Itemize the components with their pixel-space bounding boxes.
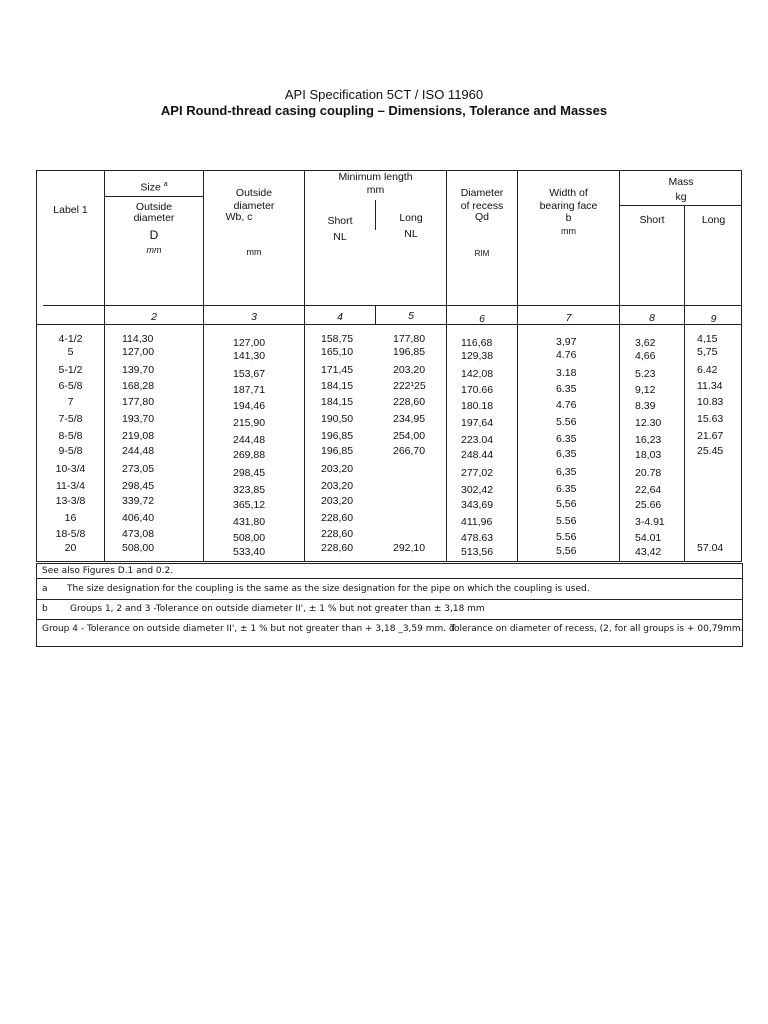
header-bearing-symbol: b	[565, 212, 572, 224]
cell-bearing: 3,97	[556, 336, 577, 348]
cell-od: 194,46	[233, 400, 266, 412]
cell-recess: 180.18	[461, 400, 494, 412]
cell-label: 10-3/4	[55, 463, 86, 475]
cell-label: 11-3/4	[56, 480, 85, 492]
cell-ml: 25.45	[697, 445, 724, 457]
cell-d: 473,08	[122, 528, 155, 540]
cell-recess: 277,02	[461, 467, 494, 479]
cell-bearing: 5.56	[556, 416, 577, 428]
header-od2: diameter	[233, 200, 275, 212]
cell-ms: 4,66	[635, 350, 656, 362]
cell-ms: 8.39	[635, 400, 656, 412]
cell-od: 298,45	[233, 467, 266, 479]
cell-short: 196,85	[321, 445, 354, 457]
cell-d: 177,80	[122, 396, 155, 408]
cell-long: 222¹25	[393, 380, 426, 392]
header-size-diameter: diameter	[133, 212, 175, 224]
cell-bearing: 5.56	[556, 531, 577, 543]
header-short-symbol: NL	[333, 231, 347, 243]
note-d: Tolerance on diameter of recess, (2, for all groups is + 00,79mm.	[450, 624, 744, 634]
cell-recess: 478.63	[461, 532, 494, 544]
cell-ml: 21.67	[697, 430, 724, 442]
col-divider	[684, 206, 685, 562]
cell-ms: 5.23	[635, 368, 656, 380]
cell-d: 127,00	[122, 346, 155, 358]
header-size-outside: Outside	[135, 201, 173, 213]
cell-bearing: 4.76	[556, 349, 577, 361]
cell-bearing: 6.35	[556, 383, 577, 395]
cell-ms: 3-4.91	[635, 516, 665, 528]
header-size-unit: mm	[146, 245, 162, 255]
cell-short: 190,50	[321, 413, 354, 425]
cell-ms: 20.78	[635, 467, 662, 479]
cell-ms: 54.01	[635, 532, 662, 544]
row-divider	[37, 324, 742, 325]
header-long: Long	[399, 212, 423, 224]
column-number: 3	[251, 311, 257, 323]
row-divider	[43, 305, 742, 306]
cell-od: 323,85	[233, 484, 266, 496]
cell-ms: 25.66	[635, 499, 662, 511]
header-od-symbol: Wb, c	[225, 211, 253, 223]
cell-d: 298,45	[122, 480, 155, 492]
cell-recess: 223.04	[461, 434, 494, 446]
column-number: 9	[710, 313, 717, 325]
cell-bearing: 4.76	[556, 399, 577, 411]
cell-bearing: 6.35	[556, 483, 577, 495]
column-number: 5	[408, 310, 414, 322]
cell-short: 228,60	[321, 542, 354, 554]
header-od: Outside	[235, 187, 273, 199]
cell-label: 20	[64, 542, 77, 554]
cell-od: 533,40	[233, 546, 266, 558]
cell-bearing: 5,56	[556, 545, 577, 557]
cell-short: 158,75	[321, 333, 354, 345]
cell-recess: 248.44	[461, 449, 494, 461]
col-divider	[203, 171, 204, 562]
note-group4: Group 4 - Tolerance on outside diameter II', ± 1 % but not greater than + 3,18 _3,59 mm. d	[42, 624, 455, 634]
note-a-mark: a	[42, 584, 48, 594]
cell-label: 7	[67, 396, 74, 408]
header-recess-symbol: Qd	[474, 211, 489, 223]
header-minimum-length: Minimum length	[338, 171, 413, 183]
cell-short: 203,20	[321, 480, 354, 492]
cell-recess: 302,42	[461, 484, 494, 496]
cell-ms: 43,42	[635, 546, 662, 558]
cell-ml: 15.63	[697, 413, 724, 425]
cell-label: 18-5/8	[55, 528, 86, 540]
cell-od: 431,80	[233, 516, 266, 528]
cell-ml: 4,15	[697, 333, 718, 345]
cell-ms: 18,03	[635, 449, 662, 461]
column-number: 8	[649, 312, 655, 324]
col-divider	[619, 171, 620, 562]
note-see-also: See also Figures D.1 and 0.2.	[42, 566, 174, 576]
cell-ml: 10.83	[697, 396, 724, 408]
header-mass-unit: kg	[675, 191, 687, 203]
row-divider	[105, 196, 203, 197]
cell-recess: 513,56	[461, 546, 494, 558]
header-mass-long: Long	[701, 214, 726, 226]
cell-d: 193,70	[122, 413, 155, 425]
cell-short: 228,60	[321, 512, 354, 524]
note-b: Groups 1, 2 and 3 -Tolerance on outside diameter II', ± 1 % but not greater than ± 3,18 mm	[70, 604, 485, 614]
cell-bearing: 3.18	[556, 367, 577, 379]
header-od-unit: mm	[246, 247, 262, 257]
cell-bearing: 5,56	[556, 498, 577, 510]
cell-long: 196,85	[393, 346, 426, 358]
cell-label: 5-1/2	[58, 364, 83, 376]
header-mass: Mass	[668, 176, 694, 188]
cell-bearing: 6,35	[556, 466, 577, 478]
cell-od: 365,12	[233, 499, 266, 511]
cell-d: 139,70	[122, 364, 155, 376]
cell-label: 9-5/8	[58, 445, 83, 457]
column-number: 7	[565, 312, 572, 324]
cell-short: 171,45	[321, 364, 354, 376]
cell-d: 244,48	[122, 445, 155, 457]
header-mass-short: Short	[639, 214, 665, 226]
header-bearing2: bearing face	[539, 200, 598, 212]
cell-short: 184,15	[321, 396, 354, 408]
cell-bearing: 6,35	[556, 448, 577, 460]
note-divider	[37, 619, 742, 620]
header-bearing-unit: mm	[561, 226, 576, 236]
cell-label: 4-1/2	[58, 333, 83, 345]
note-divider	[37, 578, 742, 579]
cell-d: 219,08	[122, 430, 155, 442]
cell-ms: 3,62	[635, 337, 656, 349]
cell-recess: 411,96	[461, 516, 493, 528]
cell-short: 165,10	[321, 346, 354, 358]
cell-ms: 12.30	[635, 417, 662, 429]
cell-d: 114,30	[122, 333, 154, 345]
cell-od: 141,30	[233, 350, 266, 362]
cell-od: 187,71	[233, 384, 266, 396]
cell-d: 273,05	[122, 463, 155, 475]
note-b-mark: b	[42, 604, 48, 614]
column-number: 6	[479, 313, 485, 325]
cell-od: 215,90	[233, 417, 266, 429]
header-minimum-length-unit: mm	[366, 184, 385, 196]
cell-d: 168,28	[122, 380, 155, 392]
cell-od: 244,48	[233, 434, 266, 446]
col-divider	[304, 171, 305, 562]
cell-long: 292,10	[393, 542, 426, 554]
header-bearing: Width of	[549, 187, 588, 199]
cell-long: 203,20	[393, 364, 426, 376]
cell-recess: 142,08	[461, 368, 494, 380]
cell-ml: 57.04	[697, 542, 724, 554]
cell-recess: 129,38	[461, 350, 494, 362]
cell-bearing: 6.35	[556, 433, 577, 445]
cell-recess: 197,64	[461, 417, 494, 429]
cell-label: 5	[67, 346, 74, 358]
header-size: Size $^a$	[140, 181, 168, 194]
cell-ms: 22,64	[635, 484, 662, 496]
header-label: Label 1	[53, 204, 88, 216]
header-short: Short	[327, 215, 353, 227]
cell-recess: 116,68	[461, 337, 493, 349]
cell-label: 16	[64, 512, 77, 524]
header-recess2: of recess	[460, 200, 504, 212]
cell-bearing: 5.56	[556, 515, 577, 527]
cell-label: 6-5/8	[58, 380, 83, 392]
cell-ms: 9,12	[635, 384, 656, 396]
cell-od: 508,00	[233, 532, 266, 544]
cell-short: 203,20	[321, 495, 354, 507]
cell-label: 7-5/8	[58, 413, 83, 425]
cell-recess: 343,69	[461, 499, 494, 511]
cell-d: 339,72	[122, 495, 155, 507]
cell-recess: 170.66	[461, 384, 494, 396]
cell-od: 269,88	[233, 449, 266, 461]
table-title: API Round-thread casing coupling – Dimensions, Tolerance and Masses	[160, 103, 608, 118]
cell-label: 13-3/8	[55, 495, 86, 507]
col-divider	[446, 171, 447, 562]
cell-long: 266,70	[393, 445, 426, 457]
cell-short: 228,60	[321, 528, 354, 540]
row-divider	[620, 205, 742, 206]
cell-od: 127,00	[233, 337, 266, 349]
cell-ml: 11.34	[697, 380, 723, 392]
header-recess: Diameter	[460, 187, 504, 199]
cell-long: 254,00	[393, 430, 426, 442]
header-recess-unit: RIM	[474, 249, 490, 258]
cell-short: 203,20	[321, 463, 354, 475]
header-size-symbol: D	[149, 228, 159, 242]
cell-ml: 6.42	[697, 364, 718, 376]
cell-short: 196,85	[321, 430, 354, 442]
cell-ml: 5,75	[697, 346, 718, 358]
column-number: 4	[337, 311, 343, 323]
cell-short: 184,15	[321, 380, 354, 392]
cell-long: 177,80	[393, 333, 426, 345]
cell-label: 8-5/8	[58, 430, 83, 442]
note-a: The size designation for the coupling is the same as the size designation for the pipe on which the coupling is used.	[67, 584, 590, 594]
cell-od: 153,67	[233, 368, 266, 380]
note-divider	[37, 599, 742, 600]
cell-d: 508,00	[122, 542, 155, 554]
header-long-symbol: NL	[404, 228, 418, 240]
cell-d: 406,40	[122, 512, 155, 524]
spec-title: API Specification 5CT / ISO 11960	[284, 87, 484, 102]
cell-ms: 16,23	[635, 434, 662, 446]
column-number: 2	[151, 311, 157, 323]
cell-long: 228,60	[393, 396, 426, 408]
cell-long: 234,95	[393, 413, 426, 425]
